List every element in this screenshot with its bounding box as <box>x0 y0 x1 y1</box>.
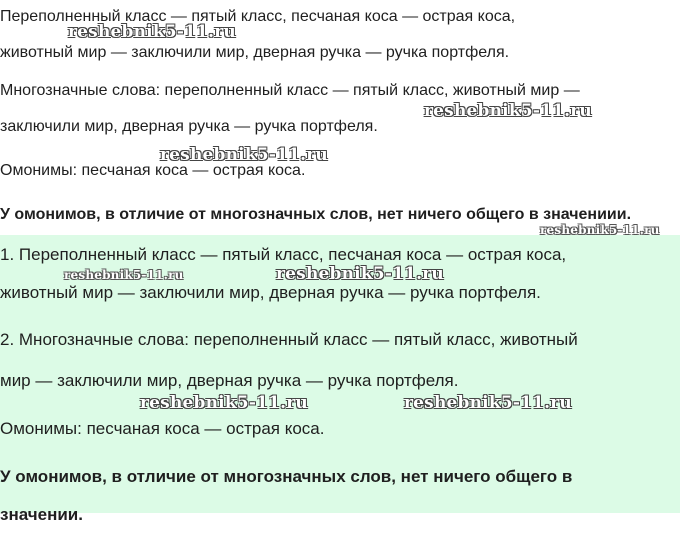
conclusion-line: У омонимов, в отличие от многозначных слов, нет ничего общего в <box>0 467 573 486</box>
text-line: мир — заключили мир, дверная ручка — ручка портфеля. <box>0 371 459 390</box>
text-line: Омонимы: песчаная коса — острая коса. <box>0 419 325 438</box>
text-line: животный мир — заключили мир, дверная ручка — ручка портфеля. <box>0 44 510 61</box>
watermark: reshebnik5-11.ru <box>64 268 184 282</box>
conclusion-line: У омонимов, в отличие от многозначных слов, нет ничего общего в значениии. <box>0 206 632 223</box>
watermark: reshebnik5-11.ru <box>276 264 444 284</box>
text-line: заключили мир, дверная ручка — ручка портфеля. <box>0 118 378 135</box>
clipped-text: значении. <box>0 505 83 524</box>
text-line: Многозначные слова: переполненный класс — пятый класс, животный мир — <box>0 82 580 99</box>
text-line: животный мир — заключили мир, дверная ручка — ручка портфеля. <box>0 283 541 302</box>
watermark: reshebnik5-11.ru <box>68 22 236 42</box>
watermark: reshebnik5-11.ru <box>424 101 592 121</box>
watermark: reshebnik5-11.ru <box>160 145 328 165</box>
text-line: Омонимы: песчаная коса — острая коса. <box>0 162 306 179</box>
watermark: reshebnik5-11.ru <box>140 393 308 413</box>
text-line: 1. Переполненный класс — пятый класс, песчаная коса — острая коса, <box>0 245 567 264</box>
text-line: Переполненный класс — пятый класс, песчаная коса — острая коса, <box>0 8 516 25</box>
watermark: reshebnik5-11.ru <box>404 393 572 413</box>
clipped-line <box>0 503 680 524</box>
text-line: 2. Многозначные слова: переполненный класс — пятый класс, животный <box>0 330 578 349</box>
watermark: reshebnik5-11.ru <box>540 223 660 237</box>
